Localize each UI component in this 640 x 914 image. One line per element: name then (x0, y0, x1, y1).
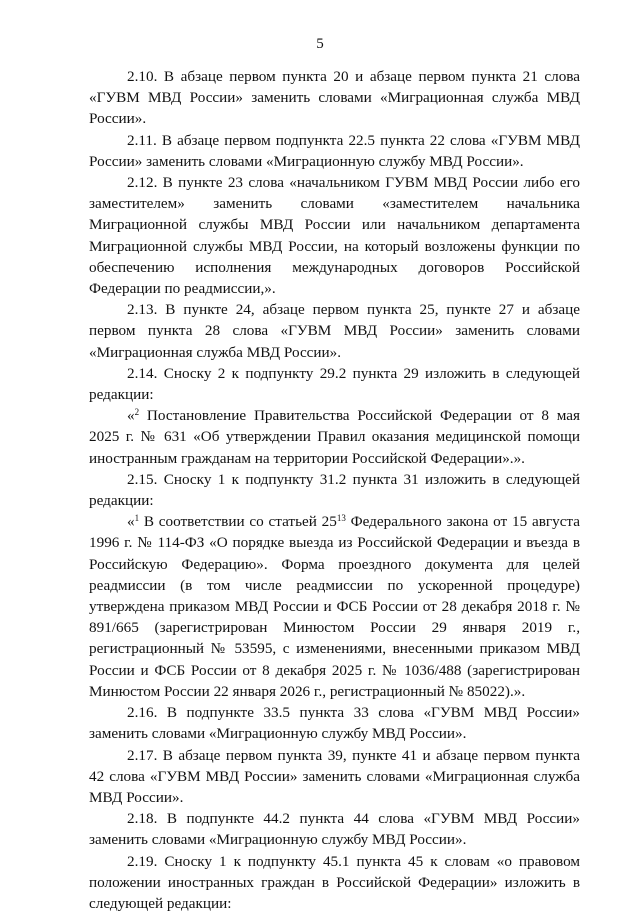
paragraph-2-11: 2.11. В абзаце первом подпункта 22.5 пункта 22 слова «ГУВМ МВД России» заменить словами «Миграционную службу МВД России». (89, 131, 580, 170)
paragraph-2-16: 2.16. В подпункте 33.5 пункта 33 слова «ГУВМ МВД России» заменить словами «Миграционную службу МВД России». (89, 704, 580, 743)
paragraph-2-19: 2.19. Сноску 1 к подпункту 45.1 пункта 45 к словам «о правовом положении иностранных граждан в Российской Федерации» изложить в следующей редакции: (89, 852, 580, 912)
quote-open-mark: « (127, 513, 135, 531)
footnote-2-quote (89, 405, 580, 469)
footnote-marker: 1 (134, 513, 140, 524)
paragraph-2-18: 2.18. В подпункте 44.2 пункта 44 слова «ГУВМ МВД России» заменить словами «Миграционную службу МВД России». (89, 810, 580, 849)
paragraph-2-17: 2.17. В абзаце первом пункта 39, пункте 41 и абзаце первом пункта 42 слова «ГУВМ МВД России» заменить словами «Миграционная служба МВД России». (89, 746, 580, 806)
paragraph-2-14: 2.14. Сноску 2 к подпункту 29.2 пункта 29 изложить в следующей редакции: (89, 364, 580, 404)
footnote-1-text-part2: Федерального закона от 15 августа 1996 г. № 114-ФЗ «О порядке выезда из Российской Федерации и въезда в Российскую Федерацию». Форма проездного документа для целей реадмиссии (в том числе реадмиссии по ускоренной процедуре) утверждена приказом МВД России и ФСБ России от 28 декабря 2018 г. № 891/665 (зарегистрирован Минюстом России 29 января 2019 г., регистрационный № 53595, с изменениями, внесенными приказом МВД России и ФСБ России от 8 декабря 2025 г. № 1036/488 (зарегистрирован Минюстом России 22 января 2026 г., регистрационный № 85022).». (89, 513, 580, 700)
footnote-2-text: Постановление Правительства Российской Федерации от 8 мая 2025 г. № 631 «Об утверждении Правил оказания медицинской помощи иностранным гражданам на территории Российской Федерации».». (89, 407, 580, 467)
page-number: 5 (316, 36, 324, 52)
footnote-1-text-part1: В соответствии со статьей 25 (139, 513, 337, 531)
paragraph-2-10: 2.10. В абзаце первом пункта 20 и абзаце первом пункта 21 слова «ГУВМ МВД России» заменить словами «Миграционная служба МВД России». (89, 68, 580, 128)
paragraph-2-12: 2.12. В пункте 23 слова «начальником ГУВМ МВД России либо его заместителем» заменить словами «заместителем начальника Миграционной службы МВД России или начальником департамента Миграционной службы МВД России, на который возложены функции по обеспечению исполнения международных договоров Российской Федерации по реадмиссии,». (89, 174, 580, 298)
article-superscript: 13 (336, 513, 346, 524)
quote-open-mark: « (127, 407, 135, 425)
footnote-1-quote (89, 511, 580, 702)
document-body (89, 66, 580, 914)
footnote-marker: 2 (134, 407, 140, 418)
paragraph-2-15: 2.15. Сноску 1 к подпункту 31.2 пункта 31 изложить в следующей редакции: (89, 470, 580, 510)
paragraph-2-13: 2.13. В пункте 24, абзаце первом пункта 25, пункте 27 и абзаце первом пункта 28 слова «ГУВМ МВД России» заменить словами «Миграционная служба МВД России». (89, 301, 580, 361)
